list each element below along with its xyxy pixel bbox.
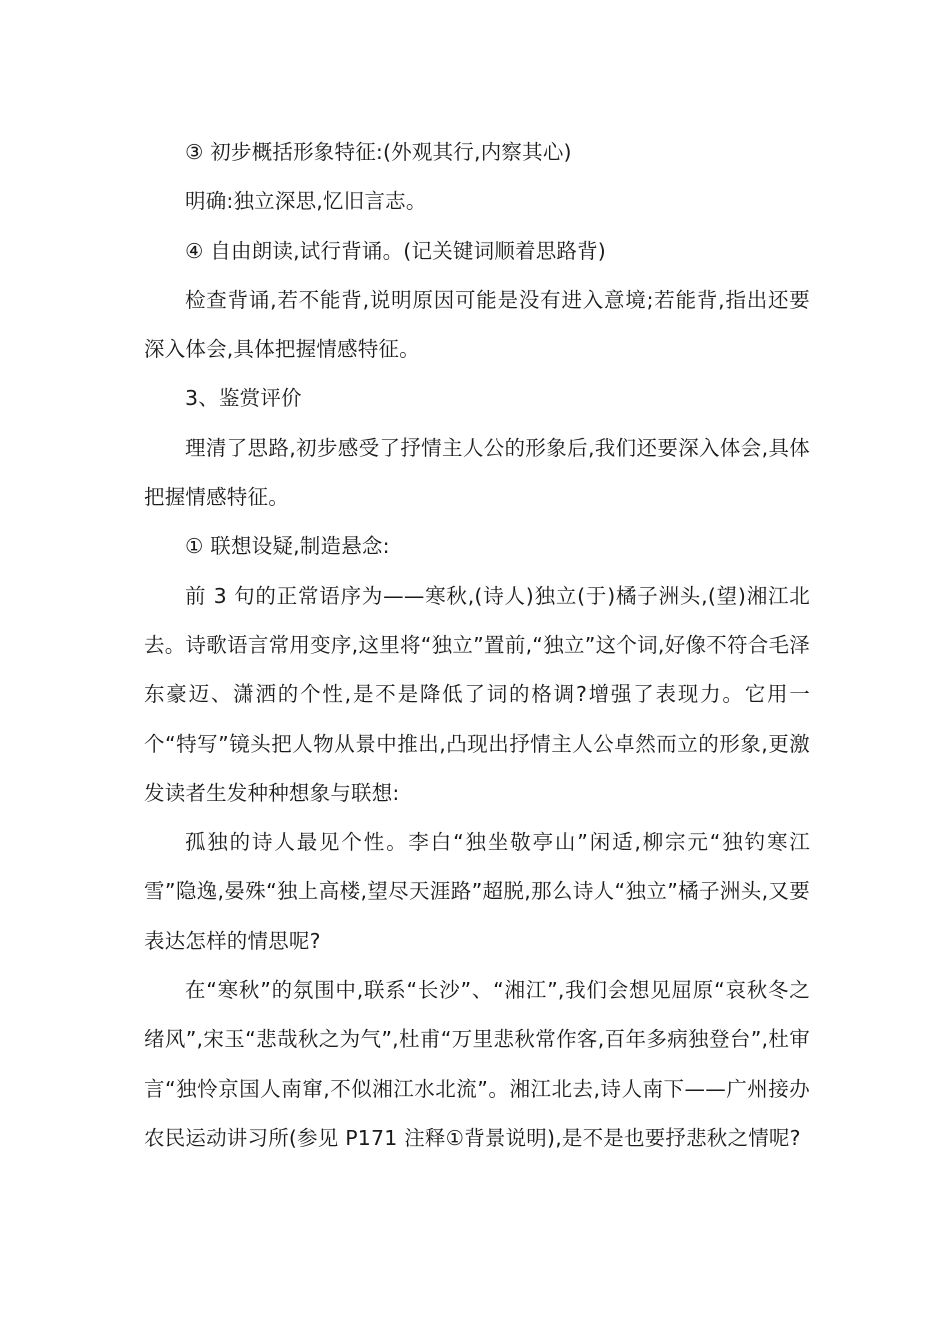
paragraph-10: 在“寒秋”的氛围中,联系“长沙”、“湘江”,我们会想见屈原“哀秋冬之绪风”,宋玉“悲哉秋之为气”,杜甫“万里悲秋常作客,百年多病独登台”,杜审言“独怜京国人南窜,不似湘江水北流”。湘江北去,诗人南下——广州接办农民运动讲习所(参见 P171 注释①背景说明),是不是也要抒悲秋之情呢? (144, 978, 810, 1150)
paragraph-4: 检查背诵,若不能背,说明原因可能是没有进入意境;若能背,指出还要深入体会,具体把握情感特征。 (144, 287, 810, 362)
section-heading: 3、鉴赏评价 (185, 386, 302, 411)
paragraph-7: ① 联想设疑,制造悬念: (185, 534, 390, 559)
paragraph-9: 孤独的诗人最见个性。李白“独坐敬亭山”闲适,柳宗元“独钓寒江雪”隐逸,晏殊“独上高楼,望尽天涯路”超脱,那么诗人“独立”橘子洲头,又要表达怎样的情思呢? (144, 830, 810, 953)
paragraph-6: 理清了思路,初步感受了抒情主人公的形象后,我们还要深入体会,具体把握情感特征。 (144, 435, 810, 510)
paragraph-8: 前 3 句的正常语序为——寒秋,(诗人)独立(于)橘子洲头,(望)湘江北去。诗歌语言常用变序,这里将“独立”置前,“独立”这个词,好像不符合毛泽东豪迈、潇洒的个性,是不是降低了词的格调?增强了表现力。它用一个“特写”镜头把人物从景中推出,凸现出抒情主人公卓然而立的形象,更激发读者生发种种想象与联想: (144, 583, 810, 805)
paragraph-1: ③ 初步概括形象特征:(外观其行,内察其心) (185, 140, 572, 164)
paragraph-3: ④ 自由朗读,试行背诵。(记关键词顺着思路背) (185, 238, 607, 263)
paragraph-2: 明确:独立深思,忆旧言志。 (185, 189, 427, 214)
document-body (144, 128, 810, 1163)
